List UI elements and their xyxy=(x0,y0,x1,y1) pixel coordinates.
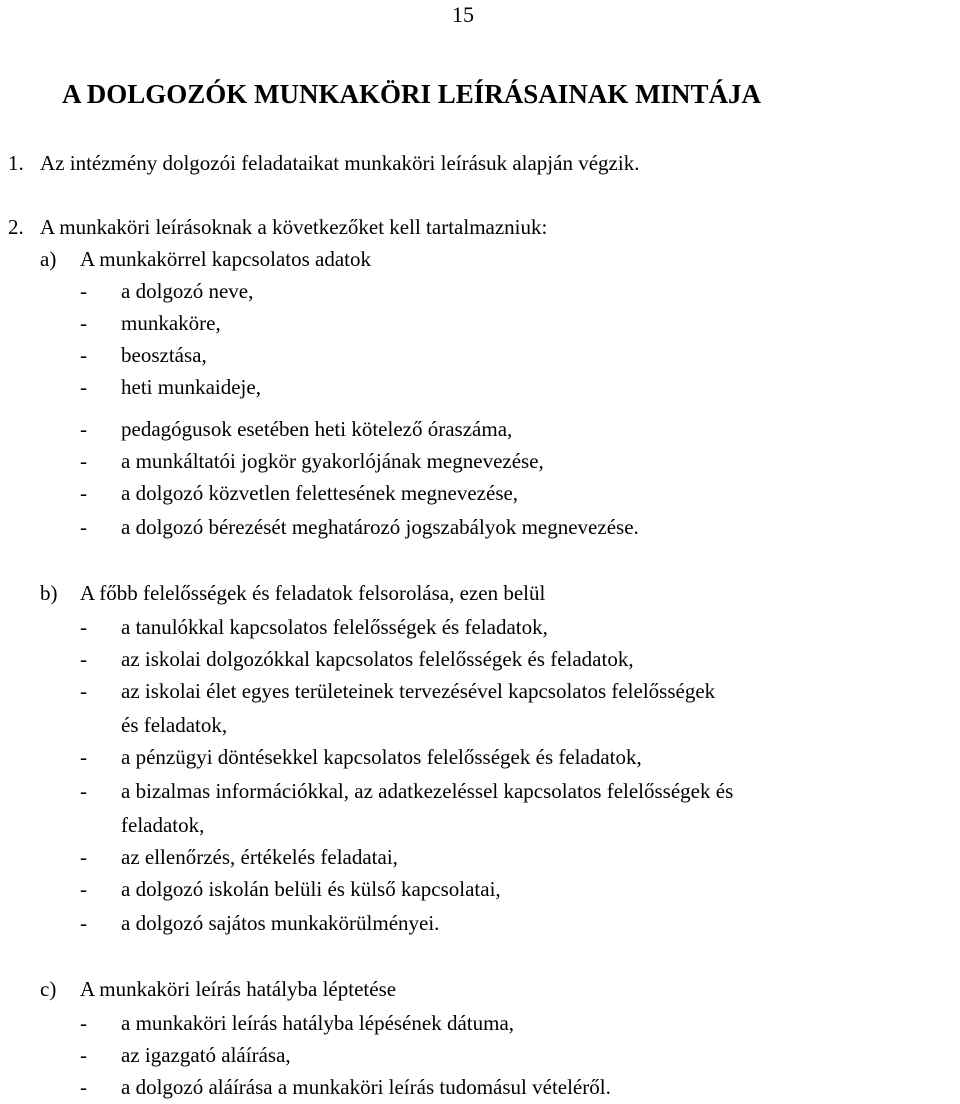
list-item-text: heti munkaideje, xyxy=(121,375,261,399)
list-item-text: és feladatok, xyxy=(121,713,228,737)
section-letter: a) xyxy=(40,247,57,271)
list-item-text: az ellenőrzés, értékelés feladatai, xyxy=(121,845,398,869)
list-item-text: az igazgató aláírása, xyxy=(121,1043,291,1067)
dash-bullet: - xyxy=(80,481,87,505)
list-item-text: munkaköre, xyxy=(121,311,221,335)
dash-bullet: - xyxy=(80,745,87,769)
dash-bullet: - xyxy=(80,615,87,639)
dash-bullet: - xyxy=(80,647,87,671)
dash-bullet: - xyxy=(80,679,87,703)
list-item-text: pedagógusok esetében heti kötelező óraszáma, xyxy=(121,417,513,441)
list-item-text: a dolgozó iskolán belüli és külső kapcsolatai, xyxy=(121,877,501,901)
section-heading: A munkaköri leírás hatályba léptetése xyxy=(80,977,397,1001)
dash-bullet: - xyxy=(80,1011,87,1035)
dash-bullet: - xyxy=(80,779,87,803)
dash-bullet: - xyxy=(80,449,87,473)
dash-bullet: - xyxy=(80,417,87,441)
list-item-text: a tanulókkal kapcsolatos felelősségek és feladatok, xyxy=(121,615,548,639)
list-item-text: beosztása, xyxy=(121,343,207,367)
list-item-text: a dolgozó neve, xyxy=(121,279,254,303)
section-letter: c) xyxy=(40,977,57,1001)
dash-bullet: - xyxy=(80,375,87,399)
list-item-text: a munkáltatói jogkör gyakorlójának megnevezése, xyxy=(121,449,544,473)
page-number: 15 xyxy=(452,2,474,27)
list-item-text: a dolgozó sajátos munkakörülményei. xyxy=(121,911,440,935)
point-number: 2. xyxy=(8,215,24,239)
list-item-text: a dolgozó közvetlen felettesének megnevezése, xyxy=(121,481,519,505)
dash-bullet: - xyxy=(80,911,87,935)
list-item-text: a pénzügyi döntésekkel kapcsolatos felelősségek és feladatok, xyxy=(121,745,642,769)
list-item-text: a dolgozó bérezését meghatározó jogszabályok megnevezése. xyxy=(121,515,639,539)
section-heading: A munkakörrel kapcsolatos adatok xyxy=(80,247,372,271)
dash-bullet: - xyxy=(80,1043,87,1067)
list-item-text: feladatok, xyxy=(121,813,205,837)
point-text: Az intézmény dolgozói feladataikat munkaköri leírásuk alapján végzik. xyxy=(40,151,640,175)
list-item-text: a munkaköri leírás hatályba lépésének dátuma, xyxy=(121,1011,515,1035)
dash-bullet: - xyxy=(80,845,87,869)
section-letter: b) xyxy=(40,581,58,605)
section-heading: A főbb felelősségek és feladatok felsorolása, ezen belül xyxy=(80,581,546,605)
dash-bullet: - xyxy=(80,1075,87,1099)
list-item-text: a bizalmas információkkal, az adatkezeléssel kapcsolatos felelősségek és xyxy=(121,779,734,803)
point-number: 1. xyxy=(8,151,24,175)
dash-bullet: - xyxy=(80,343,87,367)
list-item-text: a dolgozó aláírása a munkaköri leírás tudomásul vételéről. xyxy=(121,1075,611,1099)
dash-bullet: - xyxy=(80,311,87,335)
list-item-text: az iskolai élet egyes területeinek tervezésével kapcsolatos felelősségek xyxy=(121,679,716,703)
dash-bullet: - xyxy=(80,877,87,901)
dash-bullet: - xyxy=(80,515,87,539)
point-text: A munkaköri leírásoknak a következőket kell tartalmazniuk: xyxy=(40,215,548,239)
document-title: A DOLGOZÓK MUNKAKÖRI LEÍRÁSAINAK MINTÁJA xyxy=(62,79,762,109)
dash-bullet: - xyxy=(80,279,87,303)
list-item-text: az iskolai dolgozókkal kapcsolatos felelősségek és feladatok, xyxy=(121,647,634,671)
